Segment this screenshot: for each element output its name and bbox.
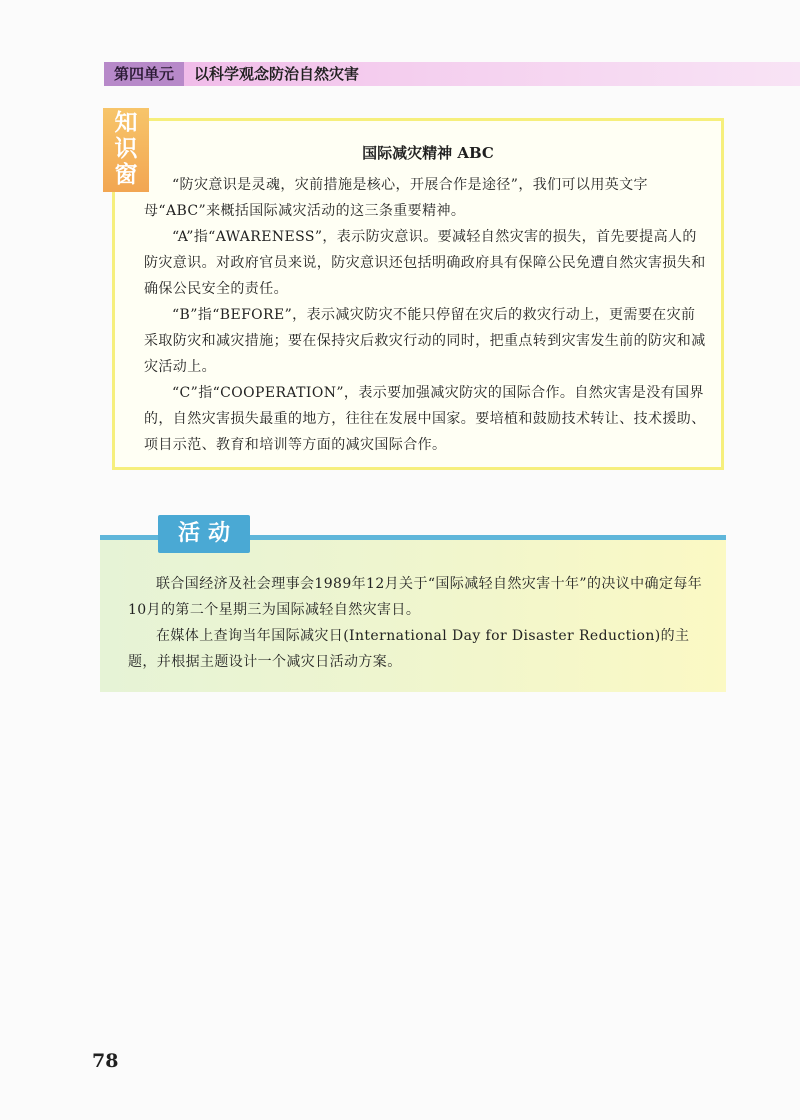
paragraph: “B”指“BEFORE”，表示减灾防灾不能只停留在灾后的救灾行动上，更需要在灾前采取防灾和减灾措施；要在保持灾后救灾行动的同时，把重点转到灾害发生前的防灾和减灾活动上。 bbox=[144, 307, 706, 375]
knowledge-window-title: 国际减灾精神 ABC bbox=[362, 144, 494, 162]
paragraph: “A”指“AWARENESS”，表示防灾意识。要减轻自然灾害的损失，首先要提高人的防灾意识。对政府官员来说，防灾意识还包括明确政府具有保障公民免遭自然灾害损失和确保公民安全的责任。 bbox=[144, 229, 706, 297]
tab-char: 识 bbox=[114, 136, 138, 162]
activity-body bbox=[128, 571, 708, 675]
knowledge-window-tab bbox=[103, 108, 149, 192]
paragraph: 在媒体上查询当年国际减灾日(International Day for Disaster Reduction)的主题，并根据主题设计一个减灾日活动方案。 bbox=[128, 628, 690, 670]
tab-char: 知 bbox=[114, 110, 138, 136]
paragraph: “C”指“COOPERATION”，表示要加强减灾防灾的国际合作。自然灾害是没有国界的，自然灾害损失最重的地方，往往在发展中国家。要培植和鼓励技术转让、技术援助、项目示范、教育和培训等方面的减灾国际合作。 bbox=[144, 385, 706, 453]
unit-label: 第四单元 bbox=[104, 62, 184, 86]
page-number: 78 bbox=[92, 1050, 119, 1072]
tab-char: 窗 bbox=[114, 162, 138, 188]
activity-tab: 活动 bbox=[158, 515, 250, 553]
knowledge-window-body bbox=[144, 172, 706, 458]
unit-title: 以科学观念防治自然灾害 bbox=[194, 65, 360, 83]
paragraph: 联合国经济及社会理事会1989年12月关于“国际减轻自然灾害十年”的决议中确定每年10月的第二个星期三为国际减轻自然灾害日。 bbox=[128, 576, 703, 618]
paragraph: “防灾意识是灵魂，灾前措施是核心，开展合作是途径”，我们可以用英文字母“ABC”来概括国际减灾活动的这三条重要精神。 bbox=[144, 177, 648, 219]
